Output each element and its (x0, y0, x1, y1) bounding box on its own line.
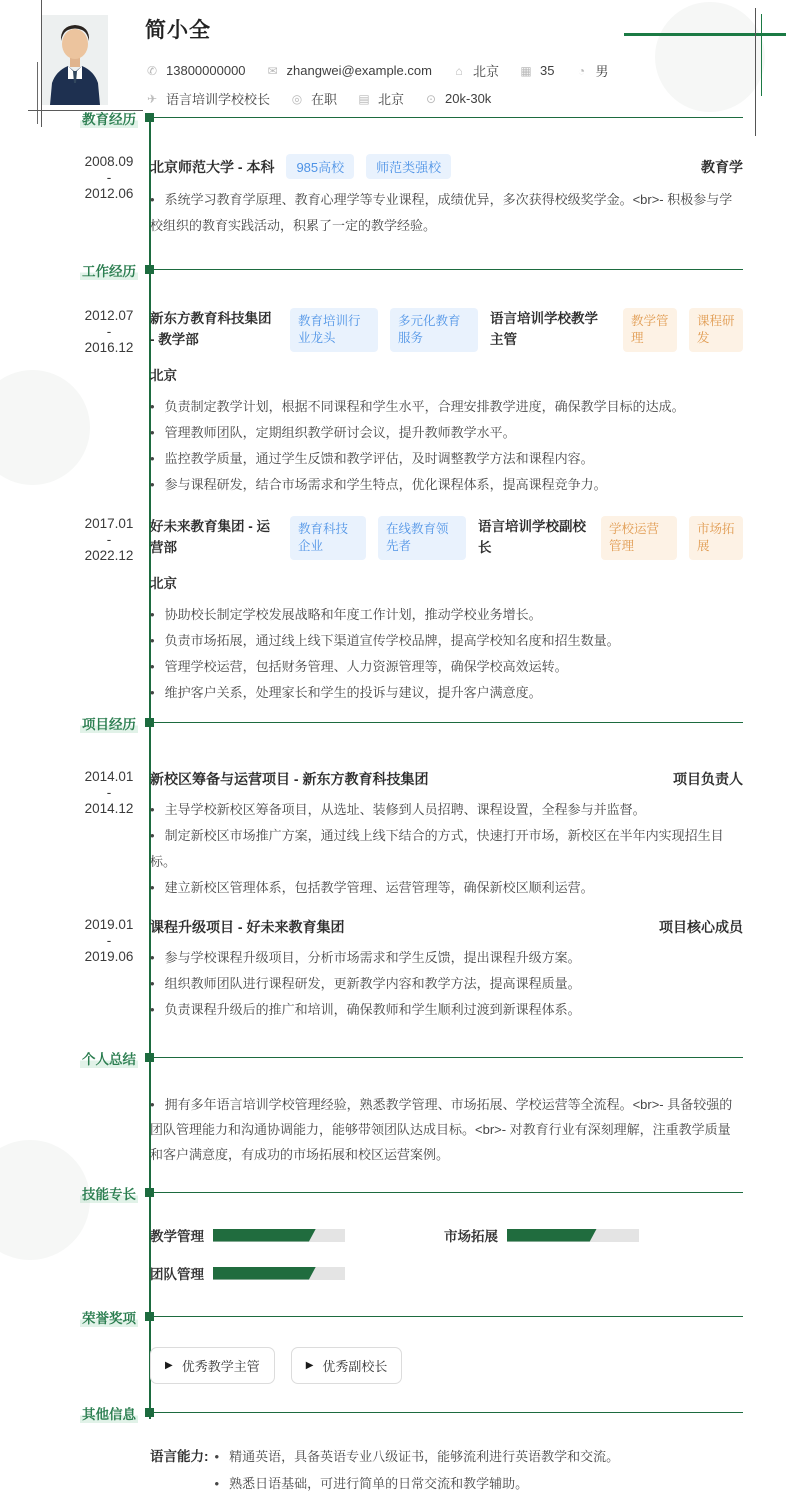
salary-icon: ⊙ (426, 91, 437, 106)
language-ability-label: 语言能力: (150, 1449, 209, 1464)
education-bullet: • 系统学习教育学原理、教育心理学等专业课程，成绩优异，多次获得校级奖学金。<br>- 积极参与学校组织的教育实践活动，积累了一定的教学经验。 (150, 187, 743, 239)
date-separator: - (106, 324, 112, 339)
section-title-skills: 技能专长 (80, 1183, 138, 1203)
date-end: 2022.12 (84, 548, 134, 563)
work-dates (0, 516, 150, 706)
awards-dates-empty (0, 1327, 150, 1384)
age-item (519, 63, 554, 78)
phone-icon: ✆ (146, 63, 158, 78)
location-icon: ⌂ (455, 63, 463, 78)
location-item (452, 61, 499, 80)
date-separator: - (106, 933, 112, 948)
project-bullet: • 制定新校区市场推广方案，通过线上线下结合的方式，快速打开市场，新校区在半年内实现招生目标。 (150, 823, 743, 875)
section-divider (150, 1057, 743, 1068)
gender-value: 男 (595, 64, 609, 79)
target-position-item (145, 89, 270, 108)
position-tag: 学校运营管理 (601, 516, 677, 560)
work-bullet: • 管理学校运营，包括财务管理、人力资源管理等，确保学校高效运转。 (150, 654, 743, 680)
project-bullet: • 参与学校课程升级项目，分析市场需求和学生反馈，提出课程升级方案。 (150, 945, 743, 971)
date-separator: - (106, 785, 112, 800)
awards-entry (0, 1327, 794, 1384)
award-label: 优秀教学主管 (181, 1359, 260, 1374)
gender-item (574, 61, 608, 80)
project-title: 新校区筹备与运营项目 - 新东方教育科技集团 (150, 771, 429, 787)
timeline-marker (145, 1053, 154, 1062)
project-entry (0, 769, 794, 901)
skill-name: 教学管理 (150, 1229, 204, 1244)
job-status-value: 在职 (311, 92, 338, 107)
education-dates (0, 154, 150, 239)
school-tag: 师范类强校 (366, 154, 451, 179)
work-location: 北京 (150, 368, 177, 383)
phone-value: 13800000000 (166, 63, 246, 78)
section-education (0, 112, 794, 239)
section-divider (150, 1412, 743, 1423)
project-dates (0, 917, 150, 1023)
project-role: 项目核心成员 (659, 919, 743, 935)
skill-item (150, 1225, 444, 1245)
language-bullet: • 熟悉日语基础，可进行简单的日常交流和教学辅助。 (215, 1470, 744, 1497)
skill-bar-fill (213, 1267, 316, 1280)
section-divider (150, 269, 743, 280)
play-icon: ▶ (305, 1360, 314, 1371)
email-icon: ✉ (267, 63, 278, 78)
skill-bar-track (213, 1229, 345, 1242)
section-summary (0, 1052, 794, 1167)
project-bullet: • 负责课程升级后的推广和培训，确保教师和学生顺利过渡到新课程体系。 (150, 997, 743, 1023)
skills-entry (0, 1203, 794, 1283)
gender-icon: ◔ (577, 63, 586, 78)
date-start: 2019.01 (84, 917, 134, 932)
work-bullet: • 负责制定教学计划，根据不同课程和学生水平，合理安排教学进度，确保教学目标的达成。 (150, 394, 743, 420)
company-tag: 多元化教育服务 (390, 308, 478, 352)
section-title-awards: 荣誉奖项 (80, 1307, 138, 1327)
summary-text: • 拥有多年语言培训学校管理经验，熟悉教学管理、市场拓展、学校运营等全流程。<br>- 具备较强的团队管理能力和沟通协调能力，能够带领团队达成目标。<br>- 对教育行业有深刻理解，注重教学质量和客户满意度，有成功的市场拓展和校区运营案例。 (150, 1092, 743, 1167)
project-entry (0, 917, 794, 1023)
company-tag: 在线教育领先者 (378, 516, 466, 560)
date-start: 2008.09 (84, 154, 134, 169)
award-badge[interactable] (150, 1347, 275, 1384)
section-awards (0, 1311, 794, 1384)
skill-item (150, 1263, 444, 1283)
target-city-value: 北京 (378, 92, 405, 107)
section-title-summary: 个人总结 (80, 1048, 138, 1068)
timeline-marker (145, 113, 154, 122)
timeline-marker (145, 1188, 154, 1197)
section-title-projects: 项目经历 (80, 713, 138, 733)
candidate-name: 简小全 (145, 19, 211, 42)
project-title: 课程升级项目 - 好未来教育集团 (150, 919, 345, 935)
work-entry (0, 516, 794, 706)
status-icon: ◎ (291, 91, 303, 106)
section-title-work: 工作经历 (80, 260, 138, 280)
timeline-marker (145, 265, 154, 274)
work-bullet: • 参与课程研发，结合市场需求和学生特点，优化课程体系，提高课程竞争力。 (150, 472, 743, 498)
position-tag: 教学管理 (623, 308, 677, 352)
work-bullet: • 维护客户关系，处理家长和学生的投诉与建议，提升客户满意度。 (150, 680, 743, 706)
language-bullet: • 精通英语，具备英语专业八级证书，能够流利进行英语教学和交流。 (215, 1443, 744, 1470)
age-icon: ▦ (520, 63, 532, 78)
award-label: 优秀副校长 (322, 1359, 388, 1374)
work-location: 北京 (150, 576, 177, 591)
work-bullet: • 协助校长制定学校发展战略和年度工作计划，推动学校业务增长。 (150, 602, 743, 628)
position-tag: 课程研发 (689, 308, 743, 352)
location-value: 北京 (472, 64, 499, 79)
target-position-value: 语言培训学校校长 (166, 92, 271, 107)
target-city-item (357, 89, 404, 108)
section-other (0, 1407, 794, 1497)
skills-grid (150, 1225, 743, 1283)
job-status-item (290, 89, 337, 108)
timeline-marker (145, 1312, 154, 1321)
skill-bar-fill (507, 1229, 597, 1242)
project-bullet: • 建立新校区管理体系，包括教学管理、运营管理等，确保新校区顺利运营。 (150, 875, 743, 901)
resume-header (0, 0, 794, 117)
company-tag: 教育科技企业 (290, 516, 366, 560)
skill-bar-fill (213, 1229, 316, 1242)
section-divider (150, 1192, 743, 1203)
date-end: 2012.06 (84, 186, 134, 201)
skills-dates-empty (0, 1203, 150, 1283)
company-name: 新东方教育科技集团 - 教学部 (150, 311, 272, 347)
timeline-marker (145, 718, 154, 727)
work-entry (0, 308, 794, 498)
skill-bar-track (213, 1267, 345, 1280)
phone-item (145, 63, 246, 78)
other-entry (0, 1423, 794, 1497)
section-divider (150, 722, 743, 733)
date-separator: - (106, 532, 112, 547)
work-dates (0, 308, 150, 498)
timeline-marker (145, 1408, 154, 1417)
project-bullet: • 主导学校新校区筹备项目，从选址、装修到人员招聘、课程设置，全程参与并监督。 (150, 797, 743, 823)
work-bullet: • 管理教师团队，定期组织教学研讨会议，提升教师教学水平。 (150, 420, 743, 446)
work-bullet: • 监控教学质量，通过学生反馈和教学评估，及时调整教学方法和课程内容。 (150, 446, 743, 472)
city-icon: ▤ (358, 91, 370, 106)
section-projects (0, 717, 794, 1023)
section-skills (0, 1187, 794, 1283)
skill-bar-track (507, 1229, 639, 1242)
position-icon: ✈ (146, 91, 158, 106)
date-start: 2012.07 (84, 308, 134, 323)
section-divider (150, 117, 743, 128)
position-tag: 市场拓展 (689, 516, 743, 560)
company-tag: 教育培训行业龙头 (290, 308, 378, 352)
work-bullet: • 负责市场拓展，通过线上线下渠道宣传学校品牌，提高学校知名度和招生数量。 (150, 628, 743, 654)
language-ability-row (150, 1443, 743, 1497)
project-role: 项目负责人 (673, 771, 743, 787)
play-icon: ▶ (165, 1360, 173, 1371)
age-value: 35 (539, 63, 555, 78)
project-bullet: • 组织教师团队进行课程研发，更新教学内容和教学方法，提高课程质量。 (150, 971, 743, 997)
date-start: 2014.01 (84, 769, 134, 784)
skill-item (444, 1225, 743, 1245)
project-dates (0, 769, 150, 901)
salary-item (424, 91, 491, 106)
email-item (266, 63, 432, 78)
date-end: 2019.06 (84, 949, 134, 964)
section-work (0, 264, 794, 706)
date-start: 2017.01 (84, 516, 134, 531)
other-dates-empty (0, 1423, 150, 1497)
summary-dates-empty (0, 1092, 150, 1167)
skill-name: 市场拓展 (444, 1229, 498, 1244)
skill-name: 团队管理 (150, 1267, 204, 1282)
school-name: 北京师范大学 - 本科 (150, 158, 275, 175)
date-end: 2016.12 (84, 340, 134, 355)
contact-row-1 (145, 61, 608, 80)
school-tag: 985高校 (286, 154, 354, 179)
education-entry (0, 154, 794, 239)
section-divider (150, 1316, 743, 1327)
summary-entry (0, 1092, 794, 1167)
position-title: 语言培训学校教学主管 (490, 311, 598, 347)
date-separator: - (106, 170, 112, 185)
major: 教育学 (701, 158, 743, 175)
company-name: 好未来教育集团 - 运营部 (150, 519, 270, 555)
date-end: 2014.12 (84, 801, 134, 816)
section-title-education: 教育经历 (80, 108, 138, 128)
contact-row-2 (145, 89, 491, 108)
position-title: 语言培训学校副校长 (478, 519, 586, 555)
email-value: zhangwei@example.com (286, 63, 432, 78)
salary-value: 20k-30k (445, 91, 492, 106)
award-badge[interactable] (291, 1347, 403, 1384)
section-title-other: 其他信息 (80, 1403, 138, 1423)
awards-row (150, 1347, 743, 1384)
profile-photo (42, 15, 108, 105)
profile-photo-image (42, 15, 108, 105)
